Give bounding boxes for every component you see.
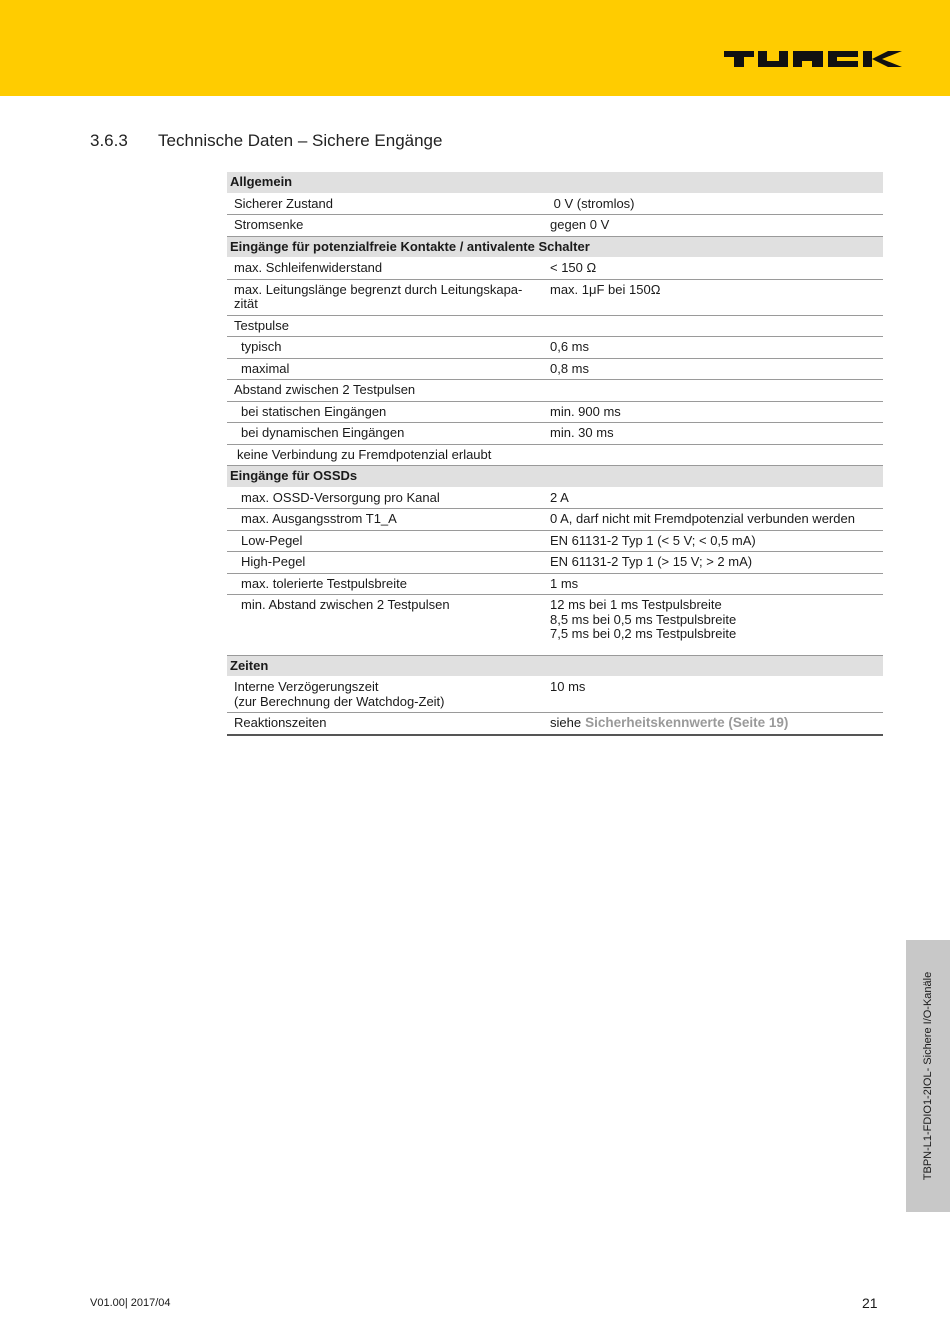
side-tab (906, 940, 950, 1212)
table-row (227, 215, 883, 237)
table-row (227, 531, 883, 553)
row-value (550, 380, 883, 386)
table-heading-times: Zeiten (227, 656, 883, 678)
row-label: max. Ausgangsstrom T1_A (241, 511, 397, 526)
table-row (227, 316, 883, 338)
row-label: typisch (241, 339, 282, 354)
table-row (227, 713, 883, 736)
row-value: siehe Sicherheitskennwerte (Seite 19) (550, 715, 789, 730)
row-label: High-Pegel (241, 554, 306, 569)
row-value: 2 A (550, 489, 569, 505)
table-row (227, 194, 883, 216)
turck-logo (724, 48, 902, 70)
table-row (227, 337, 883, 359)
row-value: < 150 Ω (550, 260, 597, 275)
row-label: min. Abstand zwischen 2 Testpulsen (241, 597, 450, 612)
row-label: Abstand zwischen 2 Testpulsen (234, 382, 416, 397)
section-heading (90, 131, 442, 151)
row-value: 1 ms (550, 575, 579, 591)
row-value: 0 A, darf nicht mit Fremdpotenzial verbunden werden (550, 511, 855, 526)
page-number: 21 (862, 1295, 878, 1311)
row-label: Sicherer Zustand (234, 195, 333, 211)
row-value: 10 ms (550, 679, 586, 694)
table-row (227, 488, 883, 510)
row-value: min. 900 ms (550, 403, 621, 419)
row-label: max. Leitungslänge begrenzt durch Leitungskapa- zität (234, 281, 523, 311)
row-label: bei dynamischen Eingängen (241, 425, 405, 440)
table-row (227, 423, 883, 445)
footer-version: V01.00| 2017/04 (90, 1297, 171, 1309)
section-number: 3.6.3 (90, 131, 128, 150)
table-row (227, 380, 883, 402)
table-row (227, 445, 883, 467)
header-bar (0, 0, 950, 96)
row-value: 0,6 ms (550, 339, 590, 354)
table-heading-ossd: Eingänge für OSSDs (227, 466, 883, 488)
table-row (227, 280, 883, 316)
section-title: Technische Daten – Sichere Engänge (158, 131, 443, 150)
row-value: EN 61131-2 Typ 1 (> 15 V; > 2 mA) (550, 554, 753, 569)
table-row (227, 574, 883, 596)
spec-table (227, 172, 883, 736)
row-value: max. 1μF bei 150Ω (550, 281, 661, 297)
row-label: Reaktionszeiten (234, 715, 327, 730)
row-value: 0,8 ms (550, 360, 590, 376)
row-value: 0 V (stromlos) (550, 195, 635, 211)
table-row (227, 595, 883, 656)
row-value: EN 61131-2 Typ 1 (< 5 V; < 0,5 mA) (550, 532, 756, 548)
row-label: maximal (241, 360, 290, 376)
row-value: gegen 0 V (550, 217, 610, 232)
table-row (227, 677, 883, 713)
table-row (227, 402, 883, 424)
side-tab-text: TBPN-L1-FDIO1-2IOL- Sichere I/O-Kanäle (922, 971, 934, 1181)
table-row (227, 258, 883, 280)
table-row (227, 552, 883, 574)
table-heading-general: Allgemein (227, 172, 883, 194)
table-row (227, 509, 883, 531)
row-value: 12 ms bei 1 ms Testpulsbreite 8,5 ms bei 0,5 ms Testpulsbreite 7,5 ms bei 0,2 ms Testpulsbreite (550, 597, 737, 641)
row-label: bei statischen Eingängen (241, 403, 387, 419)
row-label: Low-Pegel (241, 532, 303, 548)
row-label: Stromsenke (234, 217, 304, 232)
row-label: Interne Verzögerungszeit (zur Berechnung der Watchdog-Zeit) (234, 679, 445, 709)
row-label: Testpulse (234, 317, 289, 333)
row-label: max. tolerierte Testpulsbreite (241, 575, 407, 591)
row-value (550, 316, 883, 322)
cross-reference-link[interactable]: Sicherheitskennwerte (Seite 19) (585, 715, 789, 730)
row-value: min. 30 ms (550, 425, 614, 440)
row-label: max. Schleifenwiderstand (234, 260, 383, 275)
row-label: max. OSSD-Versorgung pro Kanal (241, 489, 440, 505)
table-heading-potential-free: Eingänge für potenzialfreie Kontakte / antivalente Schalter (227, 237, 883, 259)
table-row (227, 359, 883, 381)
row-label: keine Verbindung zu Fremdpotenzial erlaubt (237, 446, 492, 462)
